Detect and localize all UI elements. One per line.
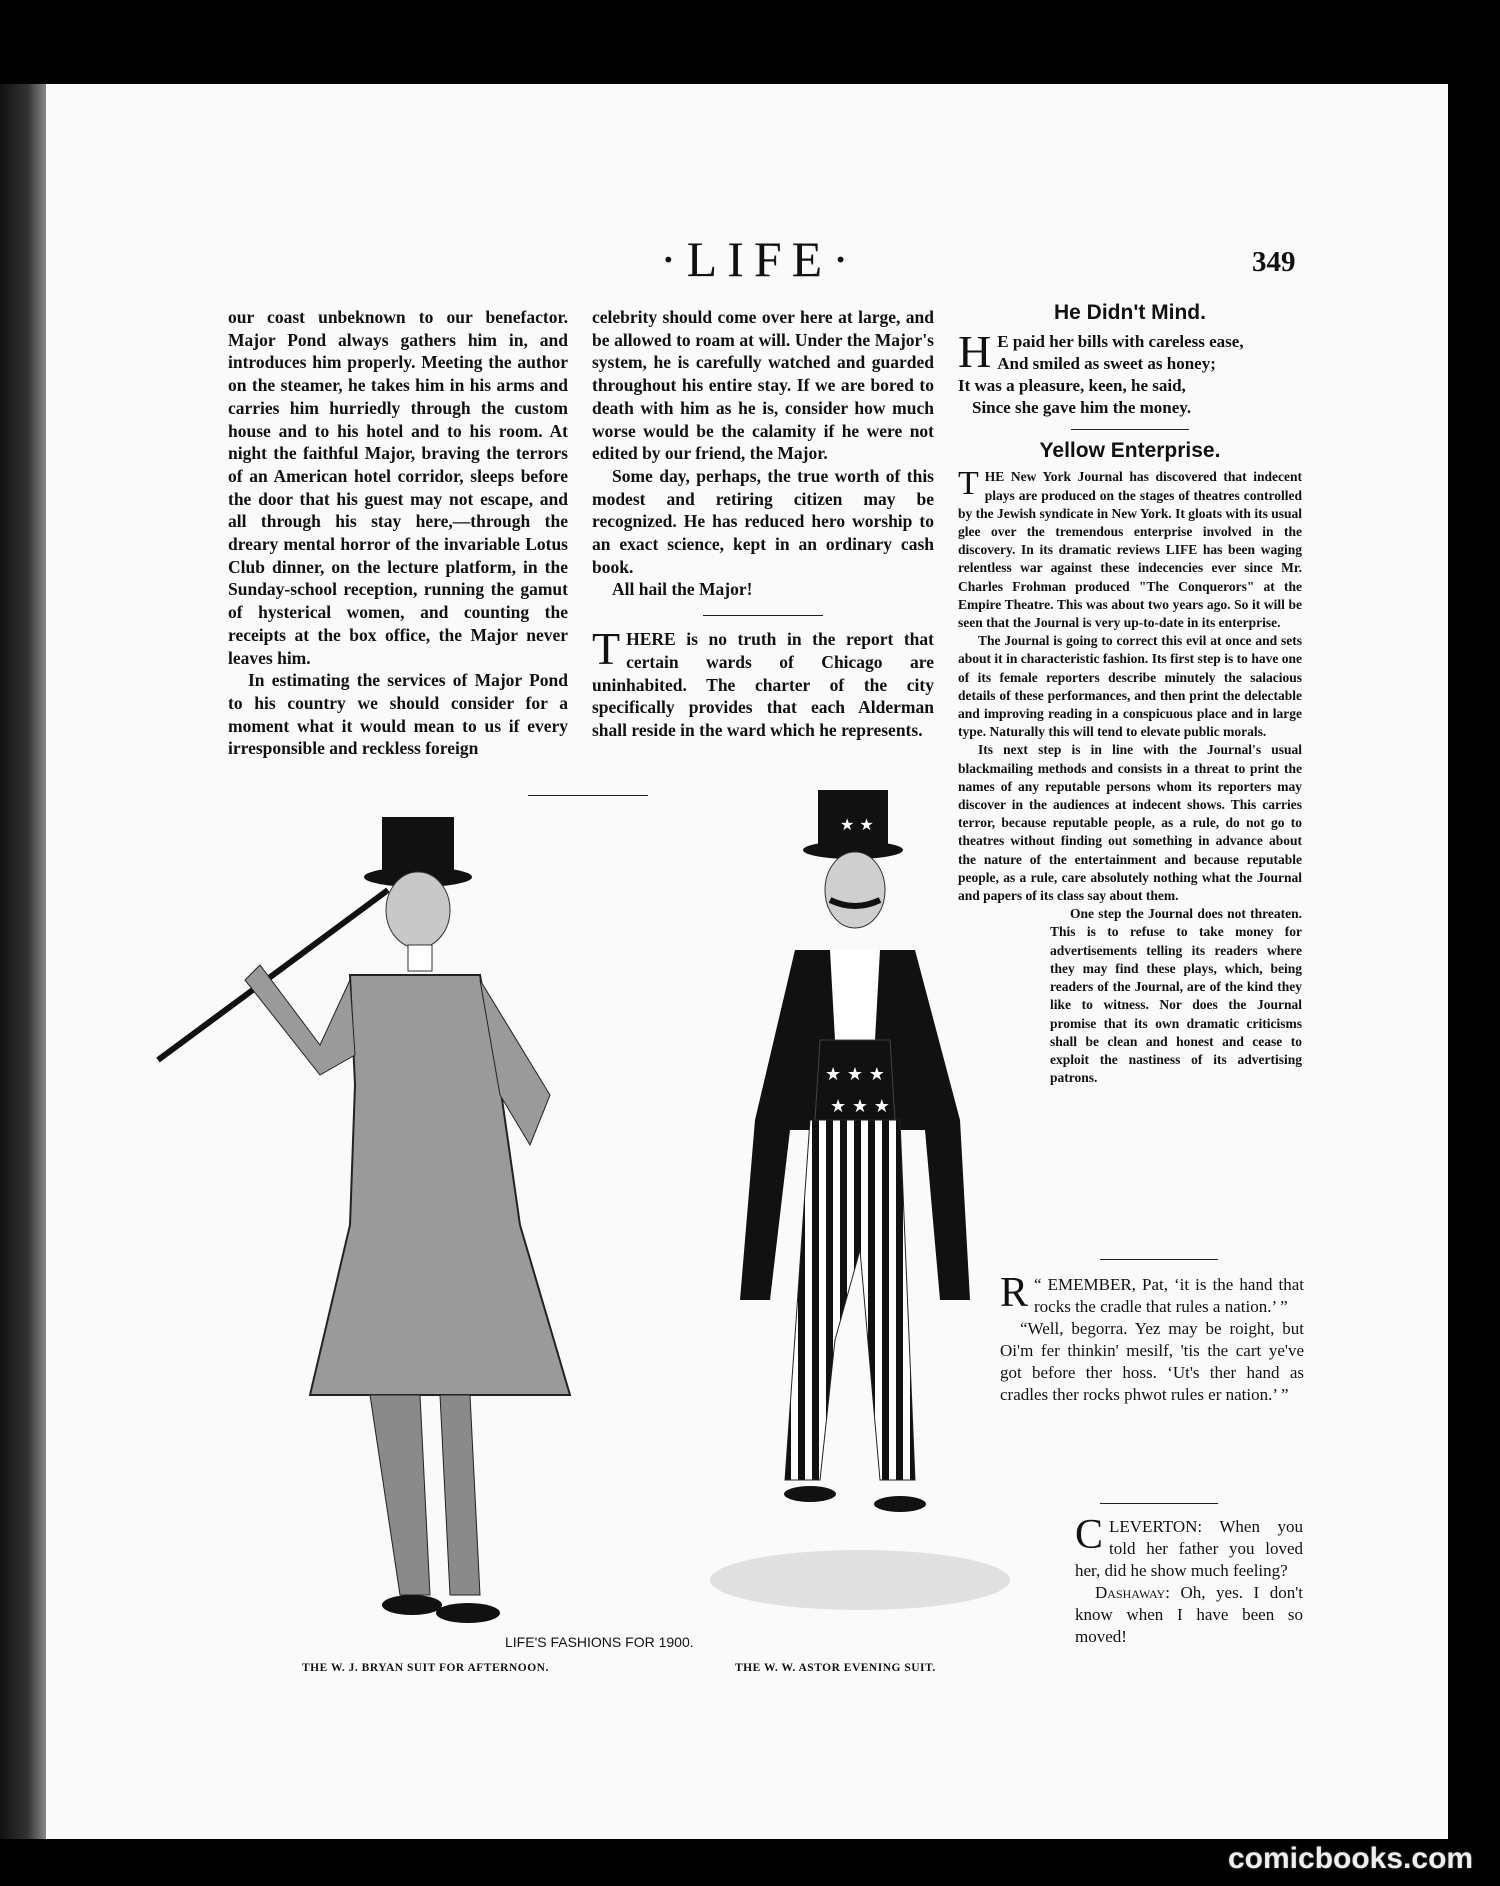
pat-line: “ EMEMBER, Pat, ‘it is the hand that rocks the cradle that rules a nation.’ ” (1034, 1275, 1304, 1316)
divider (528, 795, 648, 796)
collar (408, 945, 432, 971)
left-trouser (370, 1395, 430, 1595)
speaker: Dashaway: (1095, 1583, 1170, 1602)
col2-paragraph-3: All hail the Major! (612, 579, 753, 600)
svg-text:★ ★ ★: ★ ★ ★ (830, 1096, 890, 1117)
head (386, 872, 450, 948)
bryan-suit-illustration (150, 805, 620, 1635)
drop-cap: C (1075, 1512, 1104, 1558)
cleverton-line: LEVERTON: When you told her father you loved her, did he show much feeling? (1075, 1517, 1303, 1580)
pat-line: “Well, begorra. Yez may be roight, but Oi'm fer thinkin' mesilf, 'tis the cart ye've got before ther hoss. ‘Ut's ther hand as cradles ther rocks phwot rules er nation.’ ” (1000, 1319, 1304, 1404)
divider (1100, 1259, 1218, 1260)
col2-paragraph-1: celebrity should come over here at large, and be allowed to roam at will. Under the Major's system, he is carefully watched and guarded throughout his entire stay. If we are bored to death with him as he is, consider how much worse would be the calamity if he were not edited by our friend, the Major. (592, 307, 934, 464)
divider (703, 615, 823, 616)
col2-paragraph-2: Some day, perhaps, the true worth of this modest and retiring citizen may be recognized. He has reduced hero worship to an exact science, kept in an ordinary cash book. (592, 465, 934, 577)
right-trouser (440, 1395, 480, 1595)
col1-paragraph-1: our coast unbeknown to our benefactor. Major Pond always gathers him in, and introduces him properly. Meeting the author on the steamer, he takes him in his arms and carries him hurriedly through the custom house and to his hotel and to his room. At night the faithful Major, braving the terrors of an American hotel corridor, sleeps before the door that his guest may not escape, and all through his stay here,—through the dreary mental horror of the invariable Lotus Club dinner, on the lecture platform, in the Sunday-school reception, running the gamut of hysterical women, and counting the receipts at the box office, the Major never leaves him. (228, 307, 568, 668)
striped-trousers (785, 1120, 915, 1480)
drop-cap: T (592, 623, 621, 675)
poem-line: Since she gave him the money. (972, 397, 1192, 417)
cleverton-joke (1075, 1512, 1303, 1648)
drop-cap: R (1000, 1270, 1029, 1316)
head (825, 852, 885, 928)
floor-shadow (710, 1550, 1010, 1610)
article-paragraph: One step the Journal does not threaten. This is to refuse to take money for advertisements telling its readers where they may find these plays, which, being readers of the Journal, are of the kind they like to witness. Nor does the Journal promise that its own dramatic criticisms shall be clean and honest and cease to exploit the nastiness of its advertising patrons. (1050, 906, 1302, 1086)
page-number: 349 (1252, 246, 1296, 278)
article-paragraph: Its next step is in line with the Journal's usual blackmailing methods and consists in a threat to print the names of any reputable persons whom its reporters may discover in the audiences at indecent shows. This carries terror, because reputable people, as a rule, do not go to theatres without finding out something in advance about the nature of the entertainment and because reputable people, as a rule, care absolutely nothing what the Journal and papers of its class say about them. (958, 742, 1302, 904)
poem-line: It was a pleasure, keen, he said, (958, 375, 1186, 395)
article-title: Yellow Enterprise. (1039, 438, 1221, 462)
col1-paragraph-2: In estimating the services of Major Pond to his country we should consider for a moment what it would mean to us if every irresponsible and reckless foreign (228, 670, 568, 759)
astor-suit-illustration (700, 780, 1060, 1620)
right-shoe (436, 1603, 500, 1623)
svg-text:★ ★ ★: ★ ★ ★ (825, 1064, 885, 1085)
chicago-text: HERE is no truth in the report that certain wards of Chicago are uninhabited. The charter of the city specifically provides that each Alderman shall reside in the ward which he represents. (592, 629, 934, 740)
right-shoe (874, 1496, 926, 1512)
svg-text:★ ★: ★ ★ (840, 815, 874, 834)
divider (1100, 1503, 1218, 1504)
watermark: comicbooks.com (1228, 1842, 1474, 1875)
figure-caption: LIFE'S FASHIONS FOR 1900. (505, 1634, 694, 1650)
shirt-front (830, 950, 880, 1040)
poem-title: He Didn't Mind. (1054, 301, 1206, 324)
article-paragraph: HE New York Journal has discovered that indecent plays are produced on the stages of theatres controlled by the Jewish syndicate in New York. It gloats with its usual glee over the tremendous enterprise involved in the discovery. In its dramatic reviews LIFE has been waging relentless war against these indecencies ever since Mr. Charles Frohman produced "The Conquerors" at the Empire Theatre. This was about two years ago. So it will be seen that the Journal is very up-to-date in its enterprise. (958, 469, 1302, 631)
binding-spine (0, 84, 46, 1839)
figure-caption-right: THE W. W. ASTOR EVENING SUIT. (735, 1662, 936, 1674)
drop-cap: H (958, 325, 992, 377)
column-2 (592, 306, 934, 742)
left-arm (245, 965, 355, 1075)
column-1 (228, 306, 568, 760)
drop-cap: T (958, 465, 979, 503)
left-shoe (784, 1486, 836, 1502)
figure-caption-left: THE W. J. BRYAN SUIT FOR AFTERNOON. (302, 1662, 549, 1674)
cleverton-line: Oh, yes. I don't know when I have been so moved! (1075, 1583, 1303, 1646)
poem-line: And smiled as sweet as honey; (997, 353, 1216, 373)
left-shoe (382, 1595, 442, 1615)
divider (1071, 429, 1189, 430)
chicago-item (592, 623, 934, 742)
masthead: ·LIFE· (660, 231, 859, 287)
poem (958, 325, 1302, 419)
article-paragraph: The Journal is going to correct this evil at once and sets about it in characteristic fashion. Its first step is to have one of its female reporters describe minutely the salacious details of these performances, and then print the delectable and improving reading in a conspicuous place and in large type. Naturally this will tend to elevate public morals. (958, 633, 1302, 740)
poem-line: E paid her bills with careless ease, (997, 331, 1244, 351)
